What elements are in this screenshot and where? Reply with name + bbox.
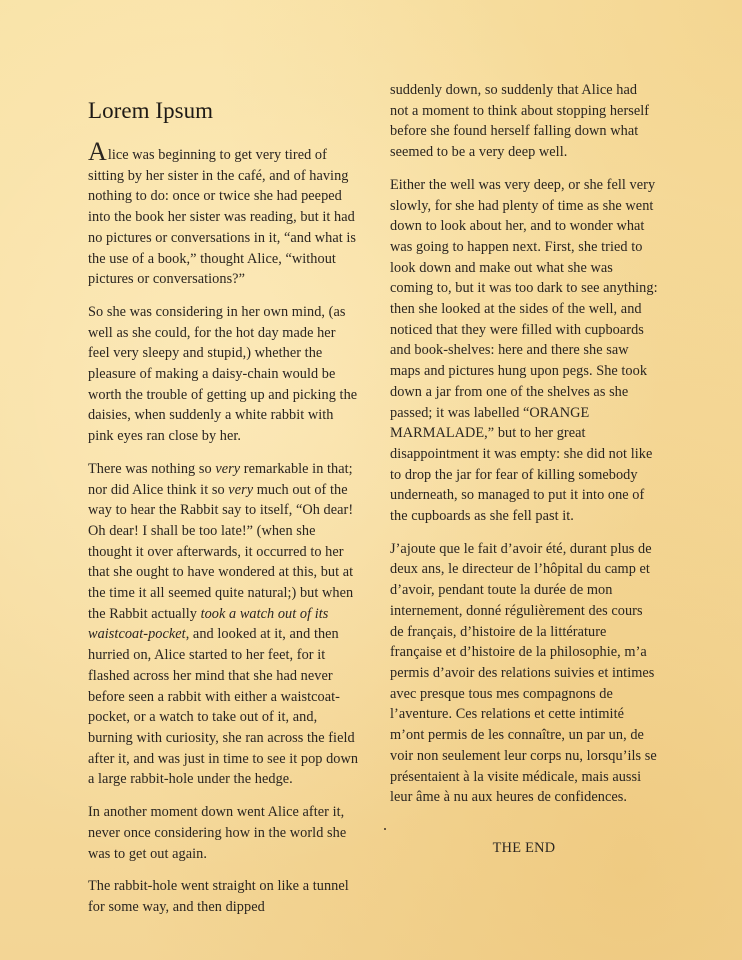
the-end-label: THE END: [492, 839, 556, 856]
emphasis-very-1: very: [215, 460, 241, 477]
drop-cap: A: [88, 137, 107, 166]
paragraph-3-text-b: remarkable in that; nor did Alice think it so: [88, 460, 353, 498]
paragraph-4: In another moment down went Alice after it, never once considering how in the world she was to get out again.: [88, 804, 347, 862]
paragraph-3-text-a: There was nothing so: [88, 460, 216, 477]
paragraph-2: So she was considering in her own mind, (as well as she could, for the hot day made her feel very sleepy and stupid,) whether the pleasure of making a daisy-chain would be worth the trouble of getting up and picking the daisies, when suddenly a white rabbit with pink eyes ran close by her.: [88, 303, 358, 445]
emphasis-watch: took a watch out of its waistcoat-pocket: [88, 605, 329, 643]
paragraph-1-text: lice was beginning to get very tired of sitting by her sister in the café, and of having nothing to do: once or twice she had peeped into the book her sister was reading, but it had no pictures or conversations in it, “and what is the use of a book,” thought Alice, “without pictures or conversations?”: [88, 147, 357, 288]
paragraph-5: The rabbit-hole went straight on like a tunnel for some way, and then dipped: [88, 878, 349, 915]
paragraph-1: [88, 137, 360, 290]
paragraph-8-french: J’ajoute que le fait d’avoir été, durant plus de deux ans, le directeur de l’hôpital du camp et d’avoir, pendant toute la durée de mon internement, donné régulièrement des cours de français, d’histoire de la littérature française et d’histoire de la philosophie, m’a permis d’avoir des relations suivies et intimes avec presque tous mes compagnons de l’aventure. Ces relations et cette intimité m’ont permis de les connaître, un par un, de voir non seulement leur corps nu, lorsqu’ils se présentaient à la visite médicale, mais aussi leur âme à nu aux heures de confidences.: [390, 540, 657, 806]
page-title: Lorem Ipsum: [88, 98, 214, 123]
paragraph-3-text-c: much out of the way to hear the Rabbit say to itself, “Oh dear! Oh dear! I shall be too late!” (when she thought it over afterwards, it occurred to her that she ought to have wondered at this, but at the time it all seemed quite natural;) but when the Rabbit actually: [88, 481, 354, 622]
paper-speck: [384, 828, 386, 830]
paragraph-3: [88, 459, 360, 790]
emphasis-very-2: very: [228, 481, 254, 498]
paragraph-3-text-d: , and looked at it, and then hurried on, Alice started to her feet, for it flashed across her mind that she had never before seen a rabbit with either a waistcoat-pocket, or a watch to take out of it, and, burning with curiosity, she ran across the field after it, and was just in time to see it pop down a large rabbit-hole under the hedge.: [88, 626, 359, 788]
paragraph-6: suddenly down, so suddenly that Alice had not a moment to think about stopping herself before she found herself falling down what seemed to be a very deep well.: [390, 82, 650, 161]
right-column: [390, 80, 658, 859]
paragraph-7: Either the well was very deep, or she fell very slowly, for she had plenty of time as she went down to look about her, and to wonder what was going to happen next. First, she tried to look down and make out what she was coming to, but it was too dark to see anything: then she looked at the sides of the well, and noticed that they were filled with cupboards and book-shelves: here and there she saw maps and pictures hung upon pegs. She took down a jar from one of the shelves as she passed; it was labelled “ORANGE MARMALADE,” but to her great disappointment it was empty: she did not like to drop the jar for fear of killing somebody underneath, so managed to put it into one of the cupboards as she fell past it.: [390, 176, 658, 525]
left-column: [88, 97, 360, 930]
